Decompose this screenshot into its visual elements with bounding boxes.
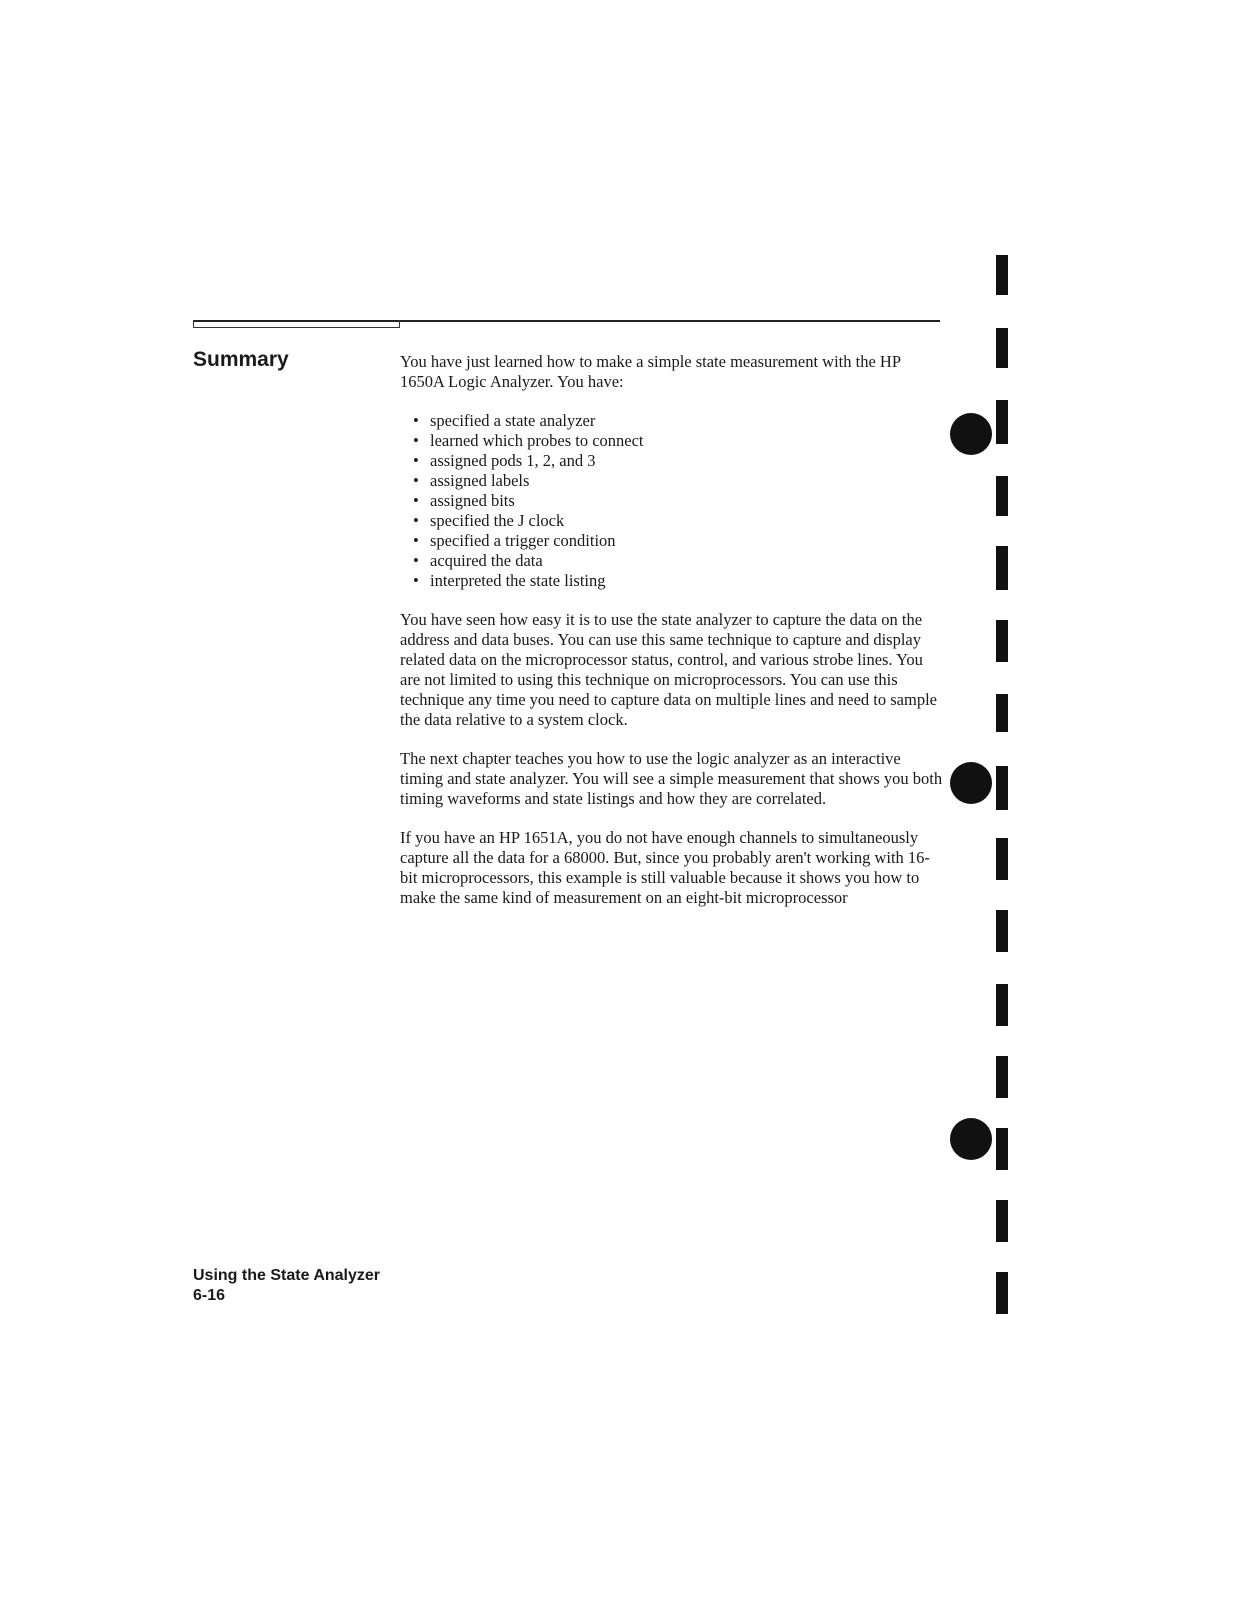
- edge-mark: [996, 910, 1008, 952]
- accomplishments-list: [400, 411, 945, 591]
- binder-hole: [950, 1118, 992, 1160]
- edge-mark: [996, 1272, 1008, 1314]
- edge-mark: [996, 984, 1008, 1026]
- edge-mark: [996, 255, 1008, 295]
- summary-content: [400, 352, 945, 927]
- body-paragraph: You have seen how easy it is to use the state analyzer to capture the data on the address and data buses. You can use this same technique to capture and display related data on the microprocessor status, control, and various strobe lines. You are not limited to using this technique on microprocessors. You can use this technique any time you need to capture data on multiple lines and need to sample the data relative to a system clock.: [400, 610, 937, 729]
- list-item: • assigned labels: [430, 471, 945, 491]
- binder-hole: [950, 762, 992, 804]
- edge-mark: [996, 766, 1008, 810]
- edge-mark: [996, 476, 1008, 516]
- edge-mark: [996, 1056, 1008, 1098]
- list-item: • specified a trigger condition: [430, 531, 945, 551]
- footer-page-number: 6-16: [193, 1287, 226, 1304]
- footer-chapter-title: Using the State Analyzer: [193, 1267, 381, 1284]
- edge-mark: [996, 328, 1008, 368]
- body-paragraph: The next chapter teaches you how to use the logic analyzer as an interactive timing and state analyzer. You will see a simple measurement that shows you both timing waveforms and state listings and how they are correlated.: [400, 749, 943, 808]
- section-heading: Summary: [193, 348, 289, 371]
- list-item: • assigned pods 1, 2, and 3: [430, 451, 945, 471]
- list-item: • specified a state analyzer: [430, 411, 945, 431]
- edge-mark: [996, 838, 1008, 880]
- list-item: • interpreted the state listing: [430, 571, 945, 591]
- body-paragraph: If you have an HP 1651A, you do not have enough channels to simultaneously capture all the data for a 68000. But, since you probably aren't working with 16-bit microprocessors, this example is still valuable because it shows you how to make the same kind of measurement on an eight-bit microprocessor: [400, 828, 930, 907]
- binder-hole: [950, 413, 992, 455]
- list-item: • learned which probes to connect: [430, 431, 945, 451]
- edge-mark: [996, 1128, 1008, 1170]
- edge-mark: [996, 620, 1008, 662]
- list-item: • acquired the data: [430, 551, 945, 571]
- page-footer: [193, 1266, 380, 1306]
- list-item: • assigned bits: [430, 491, 945, 511]
- edge-mark: [996, 1200, 1008, 1242]
- edge-mark: [996, 546, 1008, 590]
- intro-paragraph: You have just learned how to make a simple state measurement with the HP 1650A Logic Analyzer. You have:: [400, 352, 901, 391]
- list-item: • specified the J clock: [430, 511, 945, 531]
- edge-mark: [996, 694, 1008, 732]
- header-rule-tab: [193, 320, 400, 328]
- edge-mark: [996, 400, 1008, 444]
